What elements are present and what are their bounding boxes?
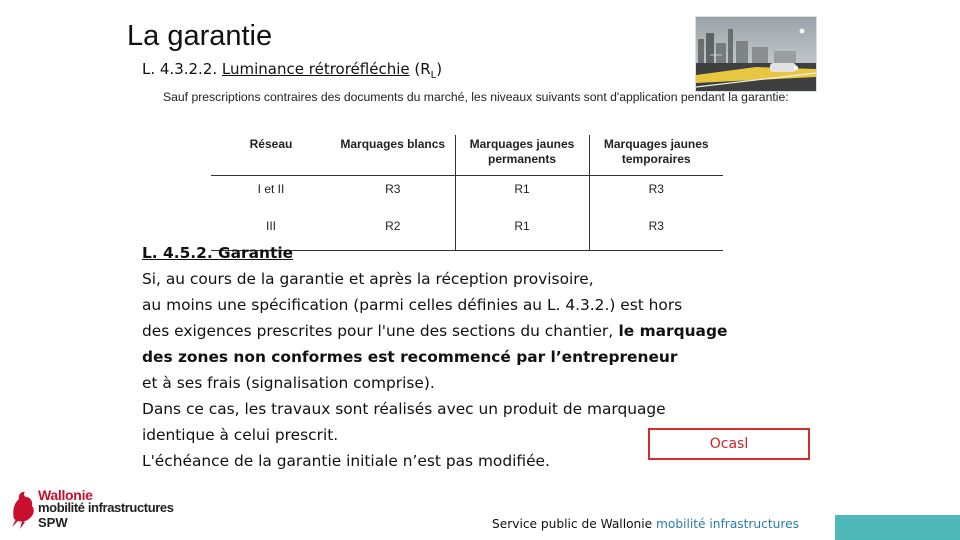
body-line-plain: des exigences prescrites pour l'une des sections du chantier, [142, 322, 614, 340]
logo-name: Wallonie [38, 487, 93, 503]
table-cell: R3 [589, 213, 723, 251]
wallonie-logo [10, 487, 195, 535]
body-line: et à ses frais (signalisation comprise). [142, 374, 435, 392]
section-subtitle [142, 60, 442, 81]
table-cell: R1 [455, 176, 589, 214]
intro-text: Sauf prescriptions contraires des documents du marché, les niveaux suivants sont d'application pendant la garantie: [163, 90, 789, 104]
body-line-bold: le marquage [613, 322, 728, 340]
table-cell: I et II [257, 182, 285, 196]
body-line: Si, au cours de la garantie et après la réception provisoire, [142, 270, 594, 288]
subtitle-rest: (R [414, 60, 431, 78]
table-header: Marquages blancs [331, 135, 455, 176]
body-line-bold: des zones non conformes est recommencé par l’entrepreneur [142, 348, 678, 366]
night-road-photo [695, 16, 817, 92]
body-line: identique à celui prescrit. [142, 426, 339, 444]
table-cell: R3 [589, 176, 723, 214]
guarantee-table [211, 135, 723, 251]
footer-text [492, 517, 799, 531]
body-heading: L. 4.5.2. Garantie [142, 244, 294, 262]
footer-accent: mobilité infrastructures [652, 517, 799, 531]
table-row [211, 176, 723, 214]
body-line: Dans ce cas, les travaux sont réalisés avec un produit de marquage [142, 400, 666, 418]
body-line: L'échéance de la garantie initiale n’est pas modifiée. [142, 452, 550, 470]
table-header: Marquages jaunes temporaires [589, 135, 723, 176]
logo-subtitle: mobilité infrastructures [38, 500, 174, 515]
subtitle-underlined: Luminance rétroréfléchie [221, 60, 410, 78]
body-line [142, 344, 842, 370]
wallonie-rooster-icon [10, 489, 36, 529]
table-header: Marquages jaunes permanents [455, 135, 589, 176]
subtitle-sub: L [430, 70, 437, 81]
body-line: au moins une spécification (parmi celles définies au L. 4.3.2.) est hors [142, 296, 683, 314]
footer-color-bar [835, 515, 960, 540]
table-header-row [211, 135, 723, 176]
table-cell: III [211, 213, 331, 251]
table-header: Réseau [211, 135, 331, 176]
table-cell: R3 [385, 182, 401, 196]
subtitle-close: ) [436, 60, 443, 78]
slide-title: La garantie [127, 20, 273, 52]
subtitle-number: L. 4.3.2.2. [142, 60, 218, 78]
logo-spw: SPW [38, 515, 68, 530]
body-line [142, 318, 842, 344]
footer-main: Service public de Wallonie [492, 517, 653, 531]
table-cell: R1 [455, 213, 589, 251]
table-cell: R2 [331, 213, 455, 251]
ocasl-callout-box: Ocasl [648, 428, 810, 460]
